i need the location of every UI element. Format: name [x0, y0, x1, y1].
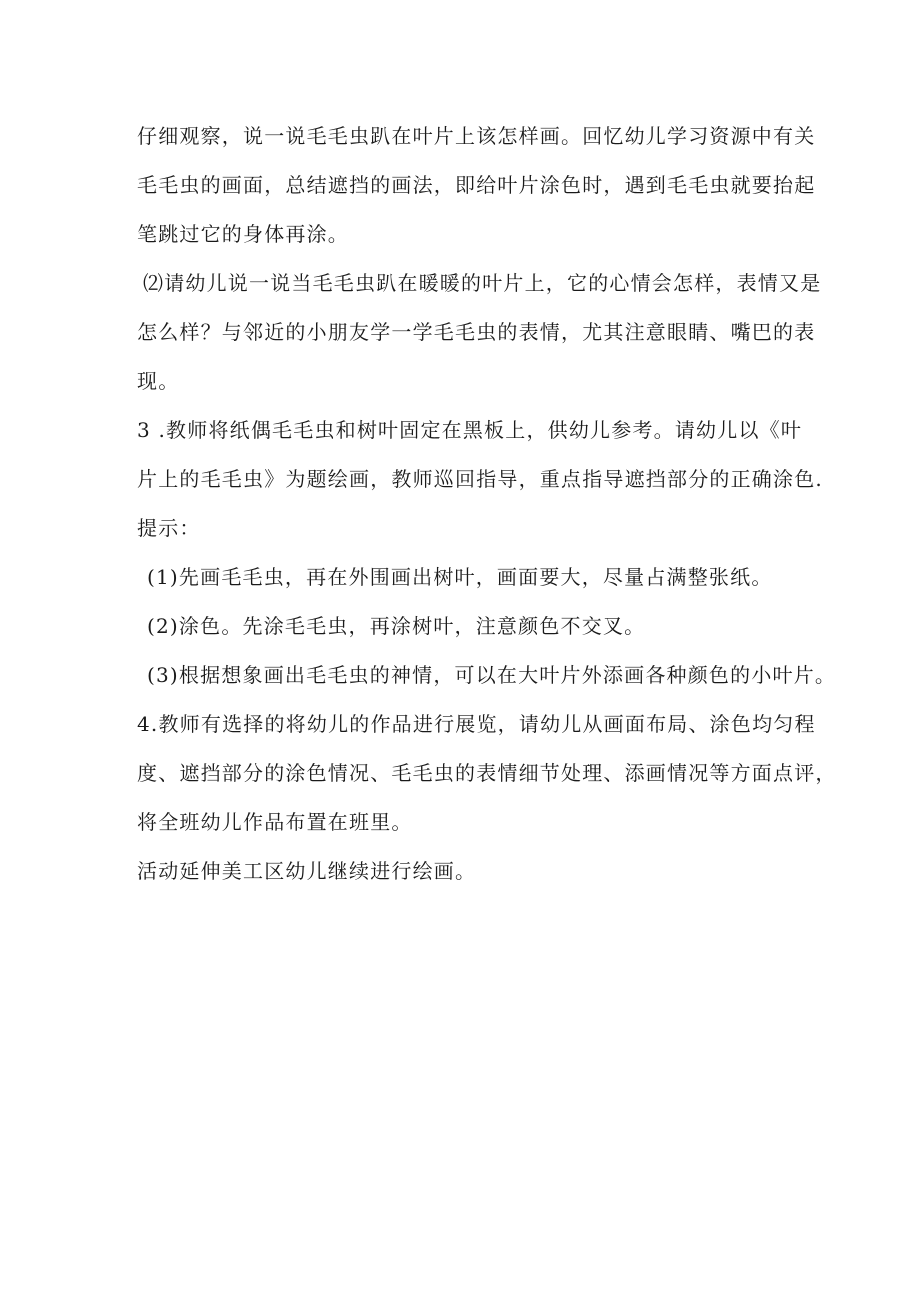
- tip-item-3: [137, 651, 837, 700]
- text-line: 活动延伸美工区幼儿继续进行绘画。: [137, 859, 477, 883]
- tip-item-2: [137, 602, 817, 651]
- text-line: 笔跳过它的身体再涂。: [137, 222, 349, 246]
- paragraph-observe: [137, 112, 817, 259]
- text-line: ⑵请幼儿说一说当毛毛虫趴在暖暖的叶片上，它的心情会怎样，表情又是: [143, 271, 822, 295]
- text-line: (1)先画毛毛虫，再在外围画出树叶，画面要大，尽量占满整张纸。: [147, 565, 773, 589]
- text-line: 毛毛虫的画面，总结遮挡的画法，即给叶片涂色时，遇到毛毛虫就要抬起: [137, 173, 816, 197]
- text-line: 提示：: [137, 516, 201, 540]
- text-line: 片上的毛毛虫》为题绘画，教师巡回指导，重点指导遮挡部分的正确涂色.: [137, 467, 823, 491]
- document-body: [137, 112, 837, 896]
- paragraph-extension: [137, 847, 817, 896]
- text-line: 将全班幼儿作品布置在班里。: [137, 810, 413, 834]
- paragraph-step-4: [137, 700, 837, 847]
- text-line: 怎么样？与邻近的小朋友学一学毛毛虫的表情，尤其注意眼睛、嘴巴的表: [137, 320, 816, 344]
- text-line: 仔细观察，说一说毛毛虫趴在叶片上该怎样画。回忆幼儿学习资源中有关: [137, 124, 816, 148]
- paragraph-mood: [137, 259, 822, 406]
- paragraph-step-3: [137, 406, 823, 553]
- text-line: (3)根据想象画出毛毛虫的神情，可以在大叶片外添画各种颜色的小叶片。: [147, 663, 837, 687]
- text-line: 3 .教师将纸偶毛毛虫和树叶固定在黑板上，供幼儿参考。请幼儿以《叶: [137, 418, 803, 442]
- text-line: (2)涂色。先涂毛毛虫，再涂树叶，注意颜色不交叉。: [147, 614, 646, 638]
- text-line: 4.教师有选择的将幼儿的作品进行展览，请幼儿从画面布局、涂色均匀程: [137, 712, 816, 736]
- text-line: 度、遮挡部分的涂色情况、毛毛虫的表情细节处理、添画情况等方面点评，: [137, 761, 837, 785]
- text-line: 现。: [137, 369, 180, 393]
- tip-item-1: [137, 553, 817, 602]
